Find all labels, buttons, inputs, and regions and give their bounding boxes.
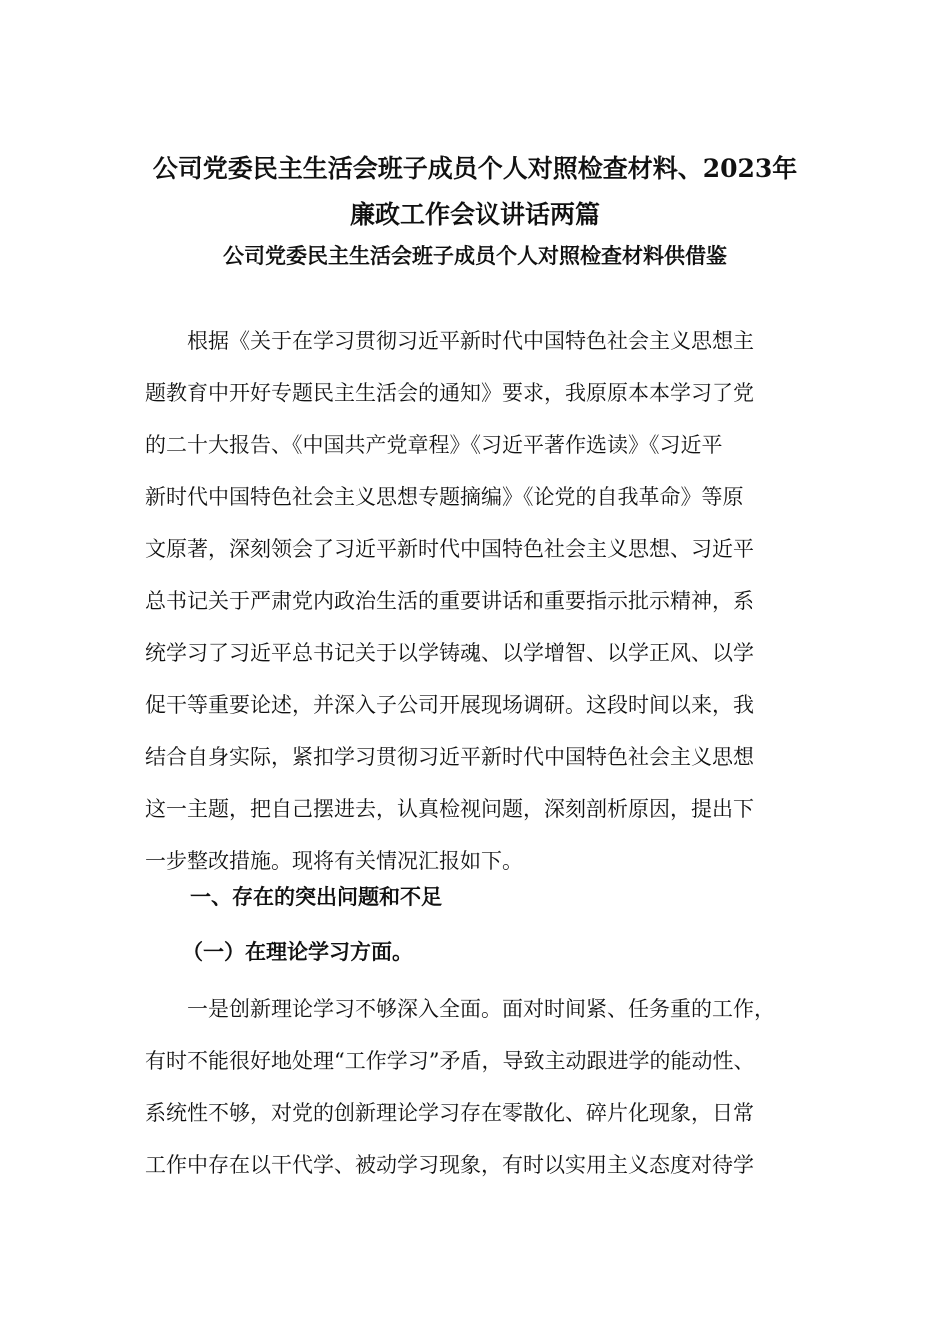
paragraph-theory-study	[145, 992, 805, 1200]
document-subtitle: 公司党委民主生活会班子成员个人对照检查材料供借鉴	[223, 243, 727, 268]
text-line: 一是创新理论学习不够深入全面。面对时间紧、任务重的工作，	[145, 997, 775, 1021]
document-title	[145, 146, 805, 238]
text-line: 一步整改措施。现将有关情况汇报如下。	[145, 849, 523, 873]
text-line: 有时不能很好地处理“工作学习”矛盾，导致主动跟进学的能动性、	[145, 1049, 755, 1073]
text-line: 根据《关于在学习贯彻习近平新时代中国特色社会主义思想主	[145, 329, 754, 353]
text-line: 这一主题，把自己摆进去，认真检视问题，深刻剖析原因，提出下	[145, 797, 754, 821]
text-line: 系统性不够，对党的创新理论学习存在零散化、碎片化现象，日常	[145, 1101, 754, 1125]
title-line: 廉政工作会议讲话两篇	[349, 200, 600, 229]
text-line: 文原著，深刻领会了习近平新时代中国特色社会主义思想、习近平	[145, 537, 754, 561]
text-line: 总书记关于严肃党内政治生活的重要讲话和重要指示批示精神，系	[145, 589, 754, 613]
paragraph-intro	[145, 324, 805, 896]
text-line: 新时代中国特色社会主义思想专题摘编》《论党的自我革命》等原	[145, 485, 744, 509]
text-line: 统学习了习近平总书记关于以学铸魂、以学增智、以学正风、以学	[145, 641, 754, 665]
text-line: 的二十大报告、《中国共产党章程》《习近平著作选读》《习近平	[145, 433, 723, 457]
text-line: 工作中存在以干代学、被动学习现象，有时以实用主义态度对待学	[145, 1153, 754, 1177]
section-heading: 一、存在的突出问题和不足	[190, 884, 442, 909]
text-line: 结合自身实际，紧扣学习贯彻习近平新时代中国特色社会主义思想	[145, 745, 754, 769]
text-line: 促干等重要论述，并深入子公司开展现场调研。这段时间以来，我	[145, 693, 754, 717]
subsection-heading: （一）在理论学习方面。	[182, 939, 413, 964]
text-line: 题教育中开好专题民主生活会的通知》要求，我原原本本学习了党	[145, 381, 754, 405]
title-line: 公司党委民主生活会班子成员个人对照检查材料、2023年	[152, 154, 798, 183]
